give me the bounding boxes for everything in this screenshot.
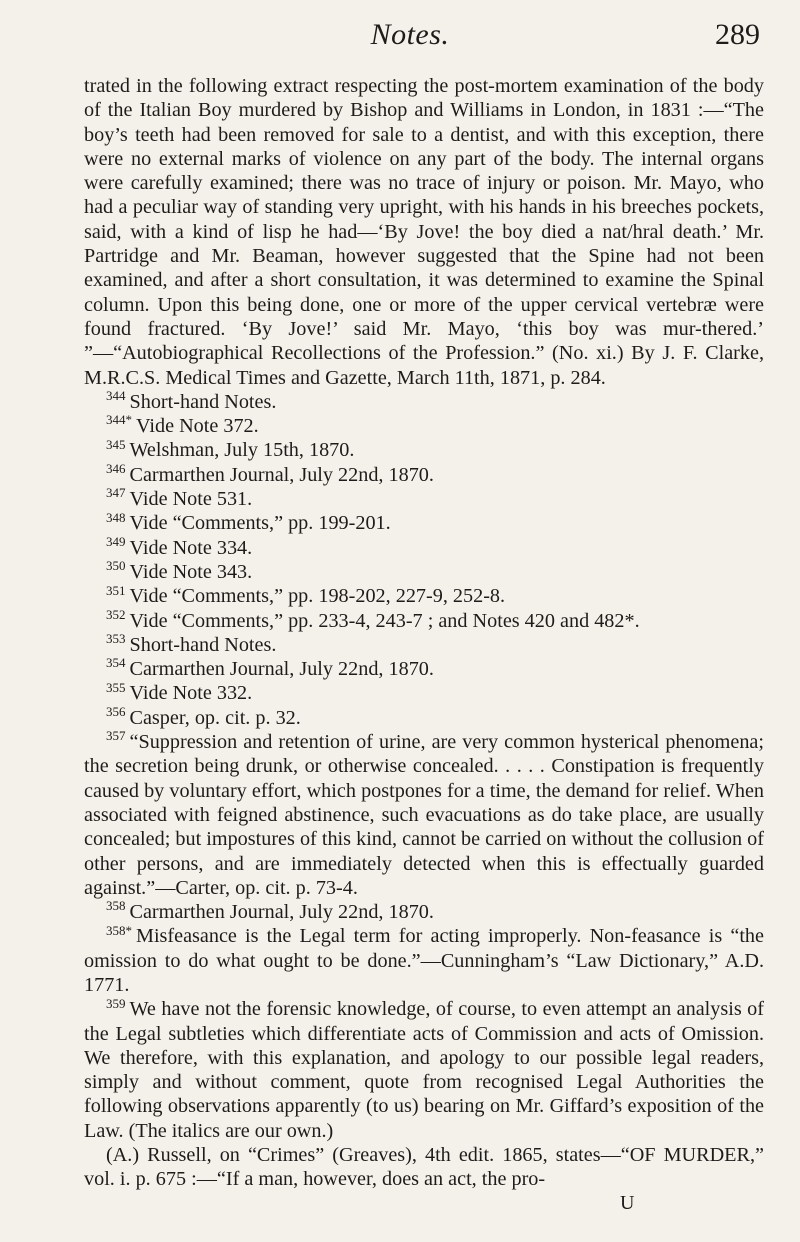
footnote-number: 358* [106, 922, 132, 938]
footnote-text: Vide “Comments,” pp. 199-201. [129, 512, 391, 535]
running-title: Notes. [370, 18, 450, 51]
footnote [84, 900, 764, 924]
footnote-text: Welshman, July 15th, 1870. [129, 439, 355, 462]
footnote-text: (A.) Russell, on “Crimes” (Greaves), 4th edit. 1865, states—“OF MURDER,” vol. i. p. 675 :—“If a man, however, does an act, the pro- [84, 1144, 764, 1191]
footnote [84, 997, 764, 1143]
footnote [84, 730, 764, 900]
page-number: 289 [715, 18, 760, 51]
footnote-text: Misfeasance is the Legal term for acting improperly. Non-feasance is “the omission to do what ought to be done.”—Cunningham’s “Law Dictionary,” A.D. 1771. [84, 925, 764, 996]
footnote-number: 356 [106, 703, 126, 719]
footnote [84, 584, 764, 608]
footnotes-list [84, 390, 764, 1192]
footnote-text: Vide Note 343. [129, 560, 253, 583]
footnote [84, 463, 764, 487]
footnote-number: 359 [106, 995, 126, 1011]
footnote [84, 390, 764, 414]
footnote [84, 533, 764, 560]
footnote-number: 351 [106, 582, 126, 598]
footnote [84, 1143, 764, 1192]
footnote-text: Vide Note 332. [129, 682, 253, 705]
footnote-number: 349 [106, 533, 126, 549]
footnote [84, 924, 764, 997]
footnote [84, 487, 764, 511]
page-header [60, 18, 760, 54]
footnote-number: 350 [106, 558, 126, 574]
footnote [84, 703, 764, 730]
footnote-number: 354 [106, 655, 126, 671]
footnote-text: Carmarthen Journal, July 22nd, 1870. [129, 658, 434, 681]
footnote-number: 352 [106, 606, 126, 622]
footnote-text: Short-hand Notes. [129, 390, 277, 413]
footnote-text: Vide Note 372. [136, 415, 259, 438]
signature-mark: U [620, 1192, 635, 1214]
footnote-text: Vide “Comments,” pp. 233-4, 243-7 ; and Notes 420 and 482*. [129, 609, 640, 632]
footnote-number: 355 [106, 679, 126, 695]
main-paragraph: trated in the following extract respecting the post-mortem examination of the body of the Italian Boy murdered by Bishop and Williams in London, in 1831 :—“The boy’s teeth had been removed for sale to a dentist, and with this exception, there were no external marks of violence on any part of the body. The internal organs were carefully examined; there was no trace of injury or poison. Mr. Mayo, who had a peculiar way of standing very upright, with his hands in his breeches pockets, said, with a kind of lisp he had—‘By Jove! the boy died a nat/hral death.’ Mr. Partridge and Mr. Beaman, however suggested that the Spine had not been examined, and after a short consultation, it was determined to examine the Spinal column. Upon this being done, one or more of the upper cervical vertebræ were found fractured. ‘By Jove!’ said Mr. Mayo, ‘this boy was mur-thered.’ ”—“Autobiographical Recollections of the Profession.” (No. xi.) By J. F. Clarke, M.R.C.S. Medical Times and Gazette, March 11th, 1871, p. 284. [84, 75, 764, 389]
footnote-number: 345 [106, 436, 126, 452]
footnote [84, 438, 764, 462]
footnote-text: Vide Note 334. [129, 536, 253, 559]
footnote-text: “Suppression and retention of urine, are very common hysterical phenomena; the secretion being drunk, or otherwise concealed. . . . . Constipation is frequently caused by voluntary effort, which postpones for a time, the demand for relief. When associated with feigned abstinence, such evacuations as do take place, are usually concealed; but impostures of this kind, cannot be carried on without the collusion of other persons, and are immediately detected when this is effectually guarded against.”—Carter, op. cit. p. 73-4. [84, 731, 764, 899]
footnote-number: 358 [106, 898, 126, 914]
footnote-number: 344 [106, 388, 126, 404]
footnote-text: Carmarthen Journal, July 22nd, 1870. [129, 901, 434, 924]
footnote-text: Vide Note 531. [129, 488, 253, 511]
footnote [84, 633, 764, 657]
footnote [84, 560, 764, 584]
footnote [84, 511, 764, 535]
footnote-text: Carmarthen Journal, July 22nd, 1870. [129, 463, 434, 486]
footnote-text: Short-hand Notes. [129, 633, 277, 656]
footnote [84, 414, 764, 438]
footnote-text: We have not the forensic knowledge, of course, to even attempt an analysis of the Legal subtleties which differentiate acts of Commission and acts of Omission. We therefore, with this explanation, and apology to our possible legal readers, simply and without comment, quote from recognised Legal Authorities the following observations apparently (to us) bearing on Mr. Giffard’s exposition of the Law. (The italics are our own.) [84, 998, 764, 1142]
footnote-number: 348 [106, 509, 126, 525]
footnote-number: 347 [106, 485, 126, 501]
footnote-number: 353 [106, 631, 126, 647]
footnote-text: Vide “Comments,” pp. 198-202, 227-9, 252-8. [129, 585, 506, 608]
footnote-number: 346 [106, 461, 126, 477]
footnote-number: 344* [106, 412, 132, 428]
footnote [84, 657, 764, 681]
footnote [84, 606, 764, 633]
footnote [84, 681, 764, 705]
footnote-number: 357 [106, 728, 126, 744]
body-text [84, 74, 764, 1192]
footnote-text: Casper, op. cit. p. 32. [129, 706, 301, 729]
